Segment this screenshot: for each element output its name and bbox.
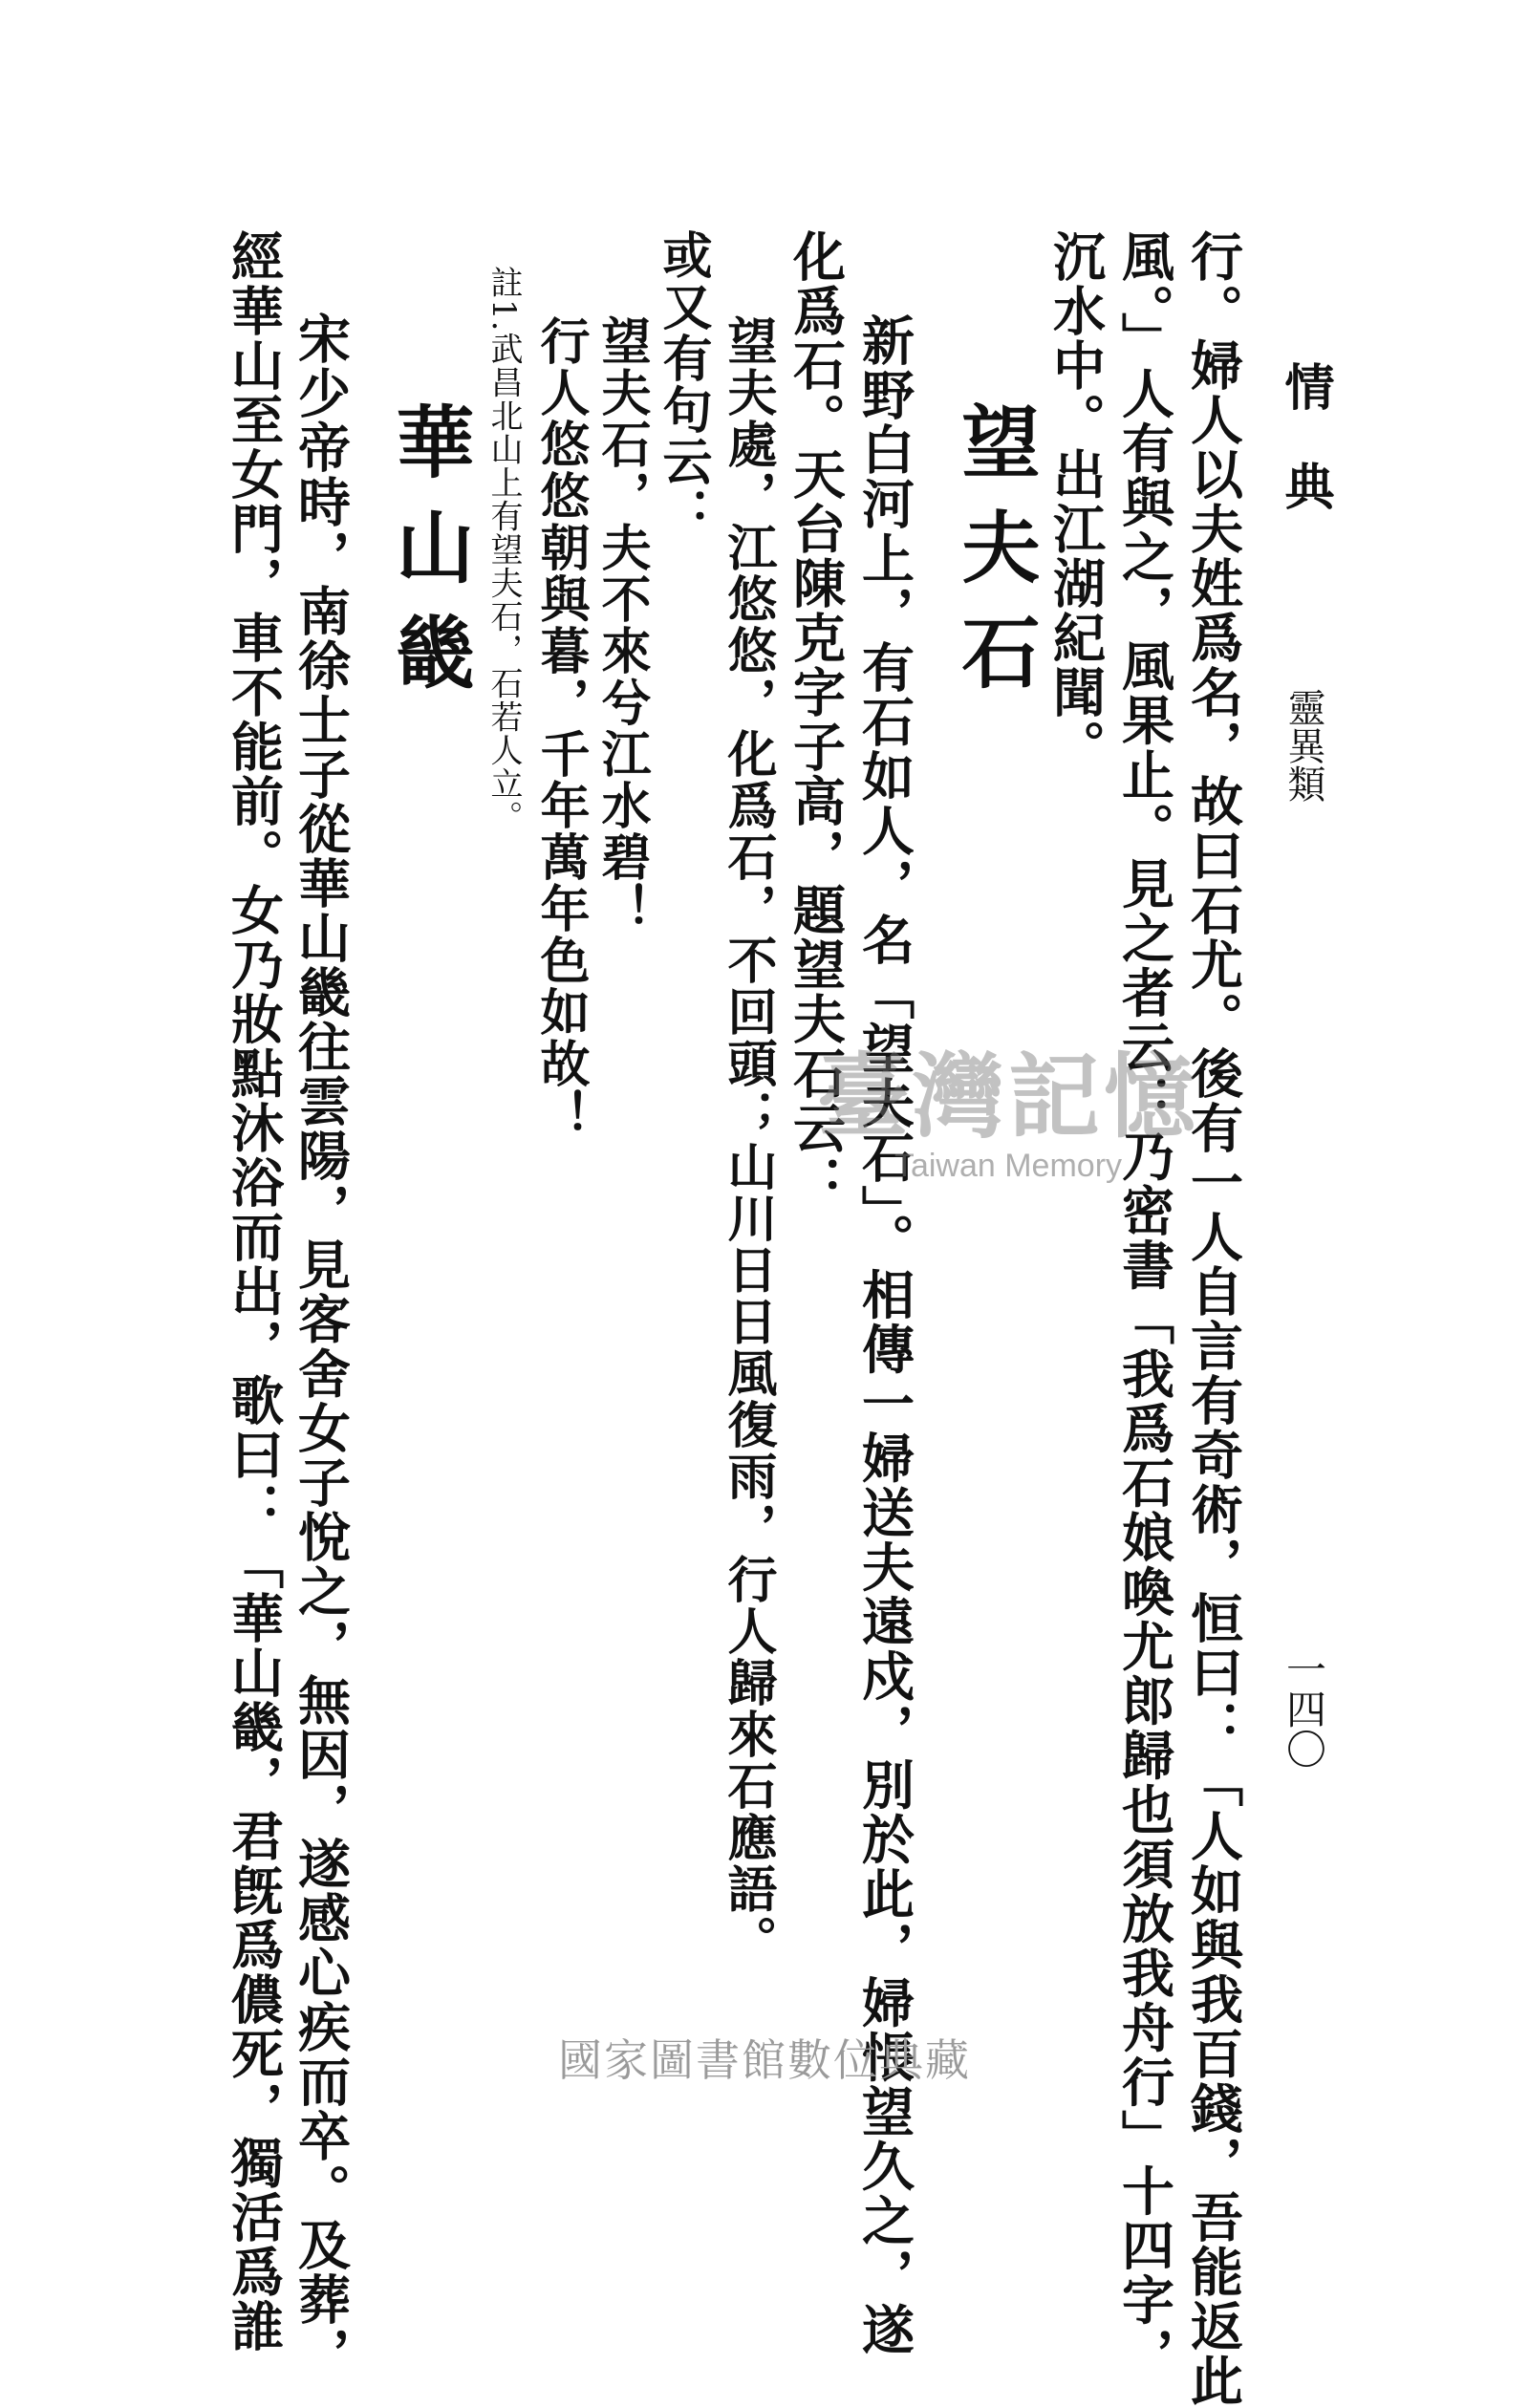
section-title-huashanji: 華山畿 — [383, 401, 475, 717]
footnote: 註1.武昌北山上有望夫石，石若人立。 — [485, 266, 523, 834]
section-title-wangfushi: 望夫石 — [949, 401, 1041, 717]
intro-line-3: 沉水中。出江湖紀聞。 — [1044, 229, 1107, 774]
category-label: 靈異類 — [1281, 688, 1325, 803]
watermark-logo-text: 臺灣記憶 — [817, 1043, 1199, 1150]
watermark-english-text: Taiwan Memory — [894, 1147, 1123, 1184]
page-number: 一四〇 — [1281, 1648, 1327, 1769]
poem-2-intro: 或又有句云： — [654, 229, 712, 539]
intro-line-2: 風。」人有與之，風果止。見之者云：乃密書「我爲石娘喚尤郎歸也須放我舟行」十四字， — [1113, 229, 1175, 2382]
intro-line-1: 行。婦人以夫姓爲名，故曰石尤。後有一人自言有奇術，恒曰：「人如與我百錢，吾能返此 — [1182, 229, 1244, 2408]
footer-collection-label: 國家圖書館數位典藏 — [558, 2034, 971, 2086]
section2-line-2: 經華山至女門，車不能前。女乃妝點沐浴而出，歌曰：「華山畿，君旣爲儂死，獨活爲誰 — [223, 229, 285, 2354]
poem-1: 望夫處，江悠悠，化爲石，不回頭；山川日日風復雨，行人歸來石應語。 — [719, 315, 777, 1967]
poem-2-line-1: 望夫石，夫不來兮江水碧！ — [592, 315, 651, 935]
book-title: 情 典 — [1276, 361, 1334, 510]
section2-line-1: 宋少帝時，南徐士子從華山畿往雲陽，見客舍女子悅之，無因，遂感心疾而卒。及葬， — [290, 312, 352, 2381]
section1-para-line-1: 新野白河上，有石如人，名「望夫石」。相傳一婦送夫遠戍，別於此，婦悵望久之，遂 — [853, 313, 915, 2357]
section1-para-line-2: 化爲石。天台陳克字子高，題望夫石云： — [785, 229, 847, 1210]
poem-2-line-2: 行人悠悠朝與暮，千年萬年色如故！ — [531, 315, 590, 1141]
